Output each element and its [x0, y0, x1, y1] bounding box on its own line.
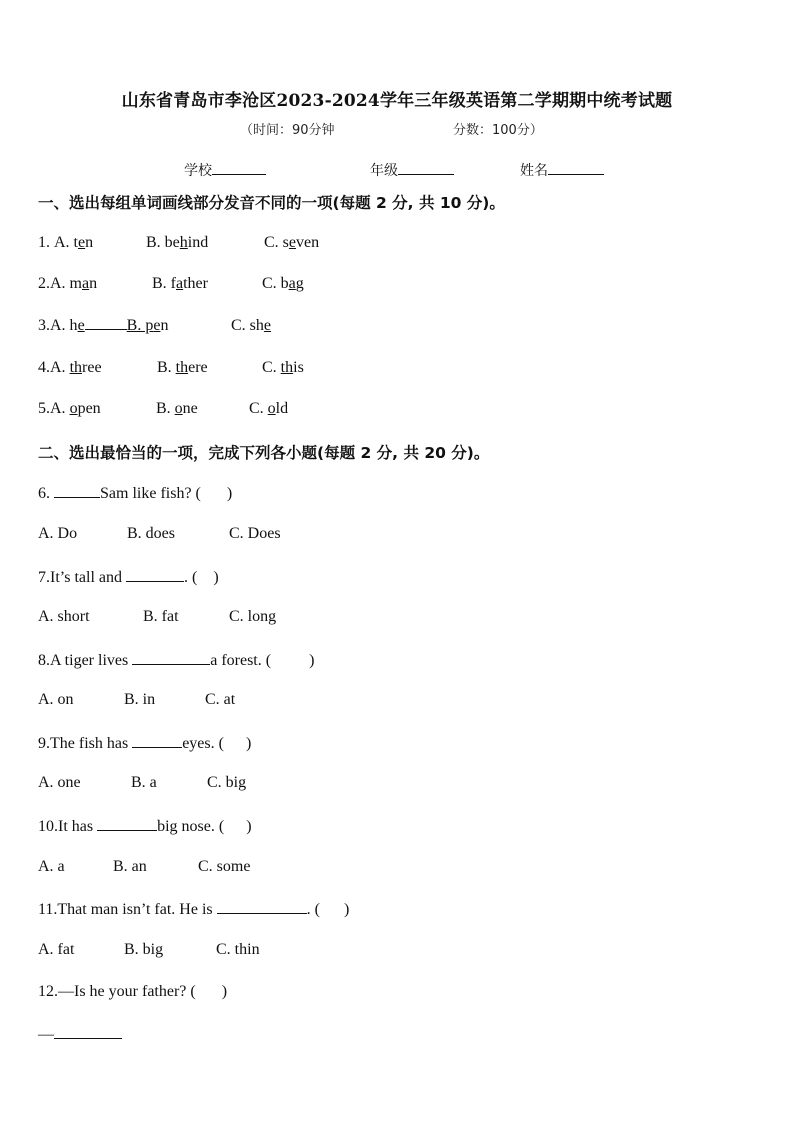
exam-score: 分数：100分）	[453, 123, 543, 138]
question-7: 7.It’s tall and . ( )	[38, 569, 219, 586]
school-field[interactable]	[184, 160, 266, 180]
question-2	[38, 275, 97, 293]
option-c[interactable]: C. Does	[229, 525, 281, 542]
option-b[interactable]: B. one	[156, 400, 198, 417]
question-11: 11.That man isn’t fat. He is . ( )	[38, 901, 350, 918]
question-3	[38, 317, 168, 335]
question-5	[38, 400, 101, 418]
answer-blank[interactable]	[126, 567, 184, 582]
name-label: 姓名	[520, 163, 548, 179]
option-a[interactable]: A. short	[38, 608, 90, 625]
option-c[interactable]: C. thin	[216, 941, 260, 958]
option-c[interactable]: C. at	[205, 691, 236, 708]
option-a[interactable]: A. Do	[38, 525, 78, 542]
question-1	[38, 234, 93, 252]
option-b[interactable]: B. does	[127, 525, 175, 542]
question-4	[38, 359, 102, 377]
option-a[interactable]: A. man	[50, 275, 98, 292]
option-b-rest: en	[153, 317, 169, 334]
question-6: 6. Sam like fish? ( )	[38, 485, 233, 502]
question-10: 10.It has big nose. ( )	[38, 818, 252, 835]
question-8: 8.A tiger lives a forest. ( )	[38, 652, 315, 669]
grade-label: 年级	[370, 163, 398, 179]
school-label: 学校	[184, 163, 212, 179]
option-a[interactable]: A. ten	[54, 234, 94, 251]
option-b[interactable]: B. a	[131, 774, 157, 791]
option-a[interactable]: A. three	[50, 359, 102, 376]
name-field[interactable]	[520, 160, 604, 180]
question-number: 2.	[38, 275, 50, 292]
answer-blank[interactable]	[217, 899, 307, 914]
option-a[interactable]: A. he	[50, 317, 85, 334]
option-c[interactable]: C. some	[198, 858, 251, 875]
grade-field[interactable]	[370, 160, 454, 180]
option-b[interactable]: B. big	[124, 941, 164, 958]
page-title: 山东省青岛市李沧区2023-2024学年三年级英语第二学期期中统考试题	[121, 91, 673, 111]
name-blank[interactable]	[548, 160, 604, 175]
option-b[interactable]: B. in	[124, 691, 156, 708]
option-c[interactable]: C. old	[249, 400, 289, 417]
question-number: 3.	[38, 317, 50, 334]
answer-blank[interactable]	[132, 650, 210, 665]
option-b[interactable]: B. p	[126, 317, 154, 334]
answer-blank[interactable]	[132, 733, 182, 748]
question-12: 12.—Is he your father? ( )	[38, 983, 228, 1000]
exam-time: （时间：90分钟	[240, 123, 335, 138]
question-number: 5.	[38, 400, 50, 417]
dialog-reply: —	[38, 1024, 122, 1044]
section1-heading: 一、选出每组单词画线部分发音不同的一项(每题 2 分, 共 10 分)。	[38, 194, 505, 212]
option-a[interactable]: A. fat	[38, 941, 75, 958]
answer-blank[interactable]	[97, 816, 157, 831]
option-c[interactable]: C. big	[207, 774, 247, 791]
answer-blank[interactable]	[54, 1024, 122, 1039]
option-c[interactable]: C. seven	[264, 234, 320, 251]
section2-heading: 二、选出最恰当的一项，完成下列各小题(每题 2 分, 共 20 分)。	[38, 444, 490, 462]
option-c[interactable]: C. she	[231, 317, 272, 334]
option-a[interactable]: A. on	[38, 691, 74, 708]
grade-blank[interactable]	[398, 160, 454, 175]
option-a[interactable]: A. open	[50, 400, 101, 417]
school-blank[interactable]	[212, 160, 266, 175]
option-b[interactable]: B. father	[152, 275, 208, 292]
option-a[interactable]: A. a	[38, 858, 65, 875]
option-b[interactable]: B. fat	[143, 608, 179, 625]
option-b[interactable]: B. behind	[146, 234, 209, 251]
option-c[interactable]: C. this	[262, 359, 304, 376]
question-9: 9.The fish has eyes. ( )	[38, 735, 252, 752]
answer-blank[interactable]	[54, 483, 100, 498]
question-number: 1.	[38, 234, 54, 251]
option-c[interactable]: C. bag	[262, 275, 304, 292]
option-a[interactable]: A. one	[38, 774, 81, 791]
stray-underline	[85, 317, 127, 330]
option-b[interactable]: B. there	[157, 359, 208, 376]
option-c[interactable]: C. long	[229, 608, 277, 625]
option-b[interactable]: B. an	[113, 858, 147, 875]
question-number: 4.	[38, 359, 50, 376]
